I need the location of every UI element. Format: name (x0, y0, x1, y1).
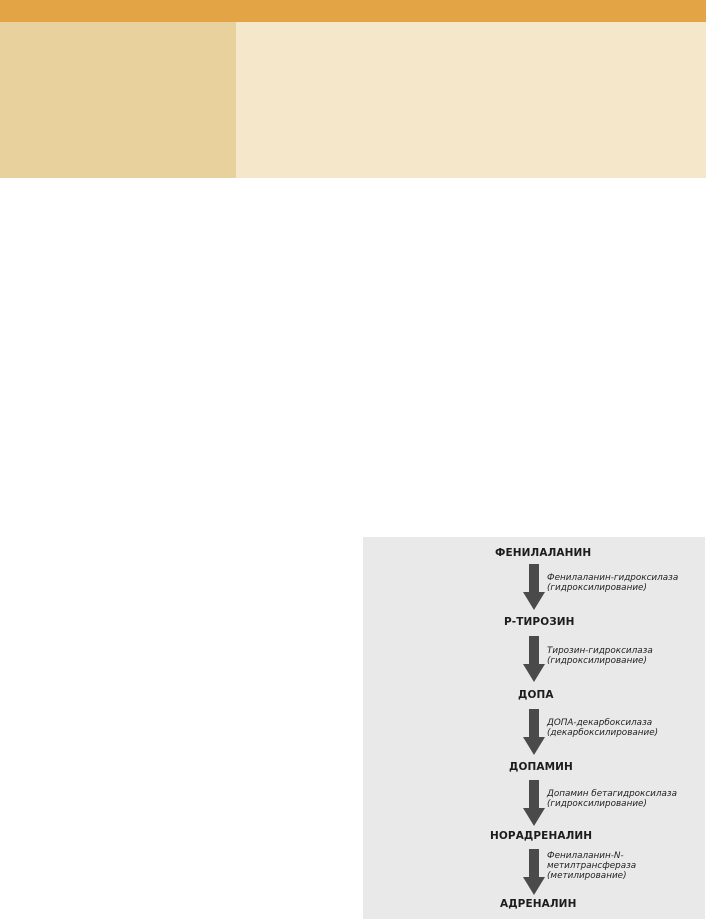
enzyme-name: Допамин бетагидроксилаза (547, 789, 677, 799)
enzyme-name: Тирозин-гидроксилаза (547, 646, 653, 656)
pathway-node-noradrenaline: НОРАДРЕНАЛИН (490, 830, 593, 842)
header-top-bar (0, 0, 706, 22)
pathway-step-5-label (547, 851, 636, 881)
pathway-node-dopamine: ДОПАМИН (509, 761, 573, 773)
reaction-type: (декарбоксилирование) (547, 728, 659, 738)
pathway-step-3-label (547, 718, 658, 738)
down-arrow-icon (523, 564, 545, 610)
enzyme-name: ДОПА-декарбоксилаза (547, 718, 653, 728)
header-right-panel (236, 22, 706, 178)
down-arrow-icon (523, 709, 545, 755)
pathway-step-2-label (547, 646, 653, 666)
down-arrow-icon (523, 636, 545, 682)
pathway-step-1-label (547, 573, 678, 593)
pathway-step-4-label (547, 789, 677, 809)
enzyme-name-line1: Фенилаланин-N- (547, 851, 624, 861)
enzyme-name-line2: метилтрансфераза (547, 861, 637, 871)
enzyme-name: Фенилаланин-гидроксилаза (547, 573, 679, 583)
reaction-type: (гидроксилирование) (547, 656, 647, 666)
reaction-type: (метилирование) (547, 871, 627, 881)
pathway-node-dopa: ДОПА (518, 689, 554, 701)
pathway-node-adrenaline: АДРЕНАЛИН (500, 898, 577, 910)
down-arrow-icon (523, 849, 545, 895)
pathway-node-tyrosine: Р-ТИРОЗИН (504, 616, 575, 628)
header-left-panel (0, 22, 236, 178)
pathway-node-phenylalanine: ФЕНИЛАЛАНИН (495, 547, 592, 559)
biosynthesis-pathway-diagram (363, 537, 705, 919)
reaction-type: (гидроксилирование) (547, 583, 647, 593)
down-arrow-icon (523, 780, 545, 826)
reaction-type: (гидроксилирование) (547, 799, 647, 809)
